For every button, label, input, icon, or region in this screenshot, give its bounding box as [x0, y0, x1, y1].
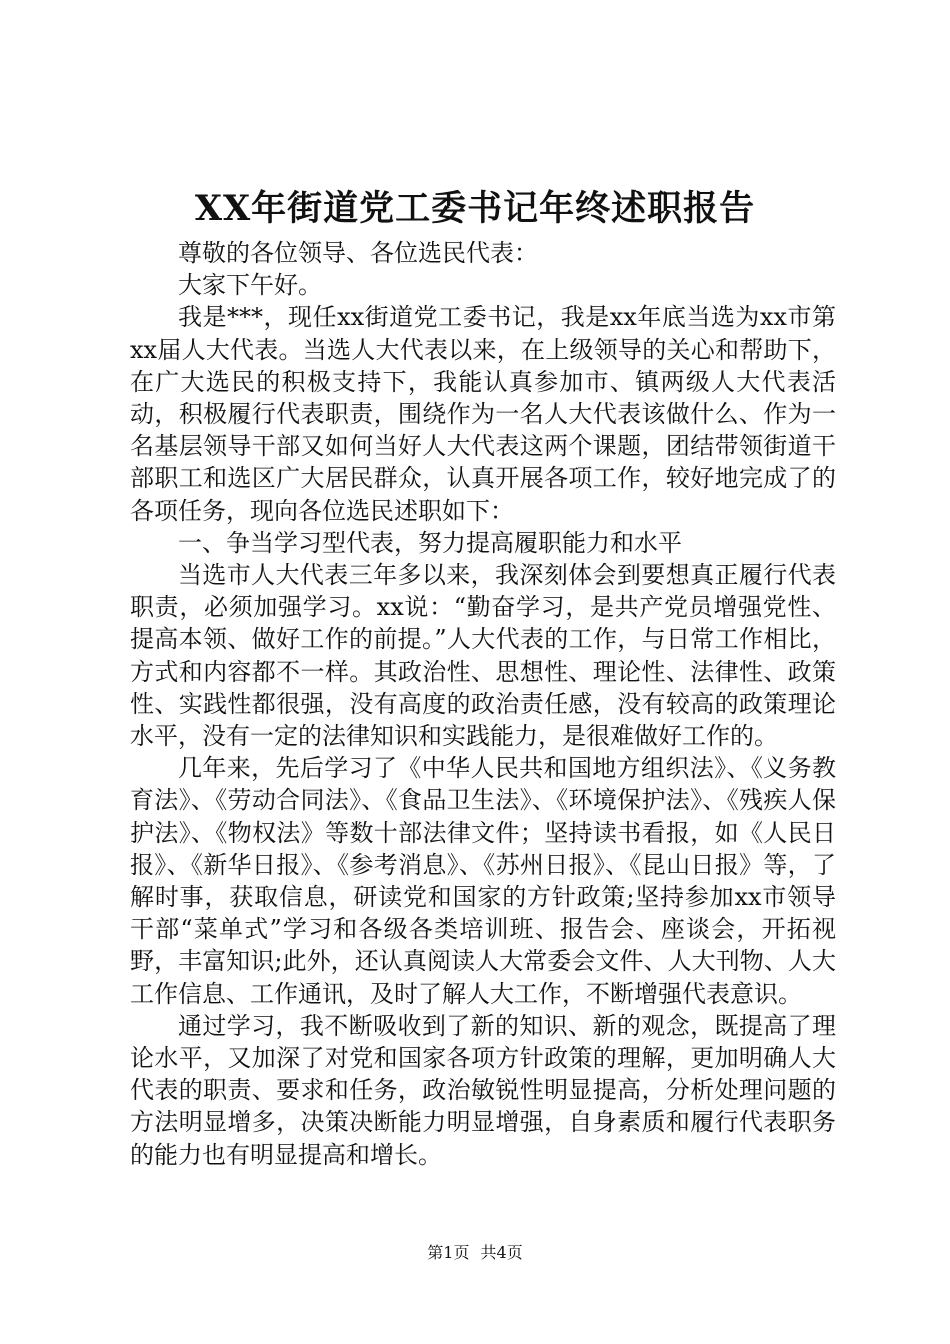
- section-heading: 一、争当学习型代表，努力提高履职能力和水平: [178, 528, 682, 557]
- salutation: 尊敬的各位领导、各位选民代表：: [178, 239, 538, 267]
- paragraph-study-results: 通过学习，我不断吸收到了新的知识、新的观念，既提高了理论水平，又加深了对党和国家各项方针政策的理解，更加明确人大代表的职责、要求和任务，政治敏锐性明显提高，分析处理问题的方法明显增多，决策决断能力明显增强，自身素质和履行代表职务的能力也有明显提高和增长。: [130, 1011, 836, 1169]
- greeting: 大家下午好。: [178, 271, 322, 300]
- document-title: XX年街道党工委书记年终述职报告: [194, 188, 756, 229]
- page-footer: [0, 1242, 950, 1264]
- page-total: 共4页: [480, 1243, 523, 1262]
- page-number: 第1页: [427, 1243, 470, 1262]
- paragraph-introduction: 我是***，现任xx街道党工委书记，我是xx年底当选为xx市第xx届人大代表。当选人大代表以来，在上级领导的关心和帮助下，在广大选民的积极支持下，我能认真参加市、镇两级人大代表活动，积极履行代表职责，围绕作为一名人大代表该做什么、作为一名基层领导干部又如何当好人大代表这两个课题，团结带领街道干部职工和选区广大居民群众，认真开展各项工作，较好地完成了的各项任务，现向各位选民述职如下：: [130, 303, 836, 525]
- paragraph-study-importance: 当选市人大代表三年多以来，我深刻体会到要想真正履行代表职责，必须加强学习。xx说：“勤奋学习，是共产党员增强党性、提高本领、做好工作的前提。”人大代表的工作，与日常工作相比，方式和内容都不一样。其政治性、思想性、理论性、法律性、政策性、实践性都很强，没有高度的政治责任感，没有较高的政策理论水平，没有一定的法律知识和实践能力，是很难做好工作的。: [130, 561, 836, 751]
- paragraph-study-activities: 几年来，先后学习了《中华人民共和国地方组织法》、《义务教育法》、《劳动合同法》、《食品卫生法》、《环境保护法》、《残疾人保护法》、《物权法》等数十部法律文件；坚持读书看报，如《人民日报》、《新华日报》、《参考消息》、《苏州日报》、《昆山日报》等，了解时事，获取信息，研读党和国家的方针政策;坚持参加xx市领导干部“菜单式”学习和各级各类培训班、报告会、座谈会，开拓视野，丰富知识;此外，还认真阅读人大常委会文件、人大刊物、人大工作信息、工作通讯，及时了解人大工作，不断增强代表意识。: [130, 754, 836, 1008]
- document-body: [130, 237, 836, 1171]
